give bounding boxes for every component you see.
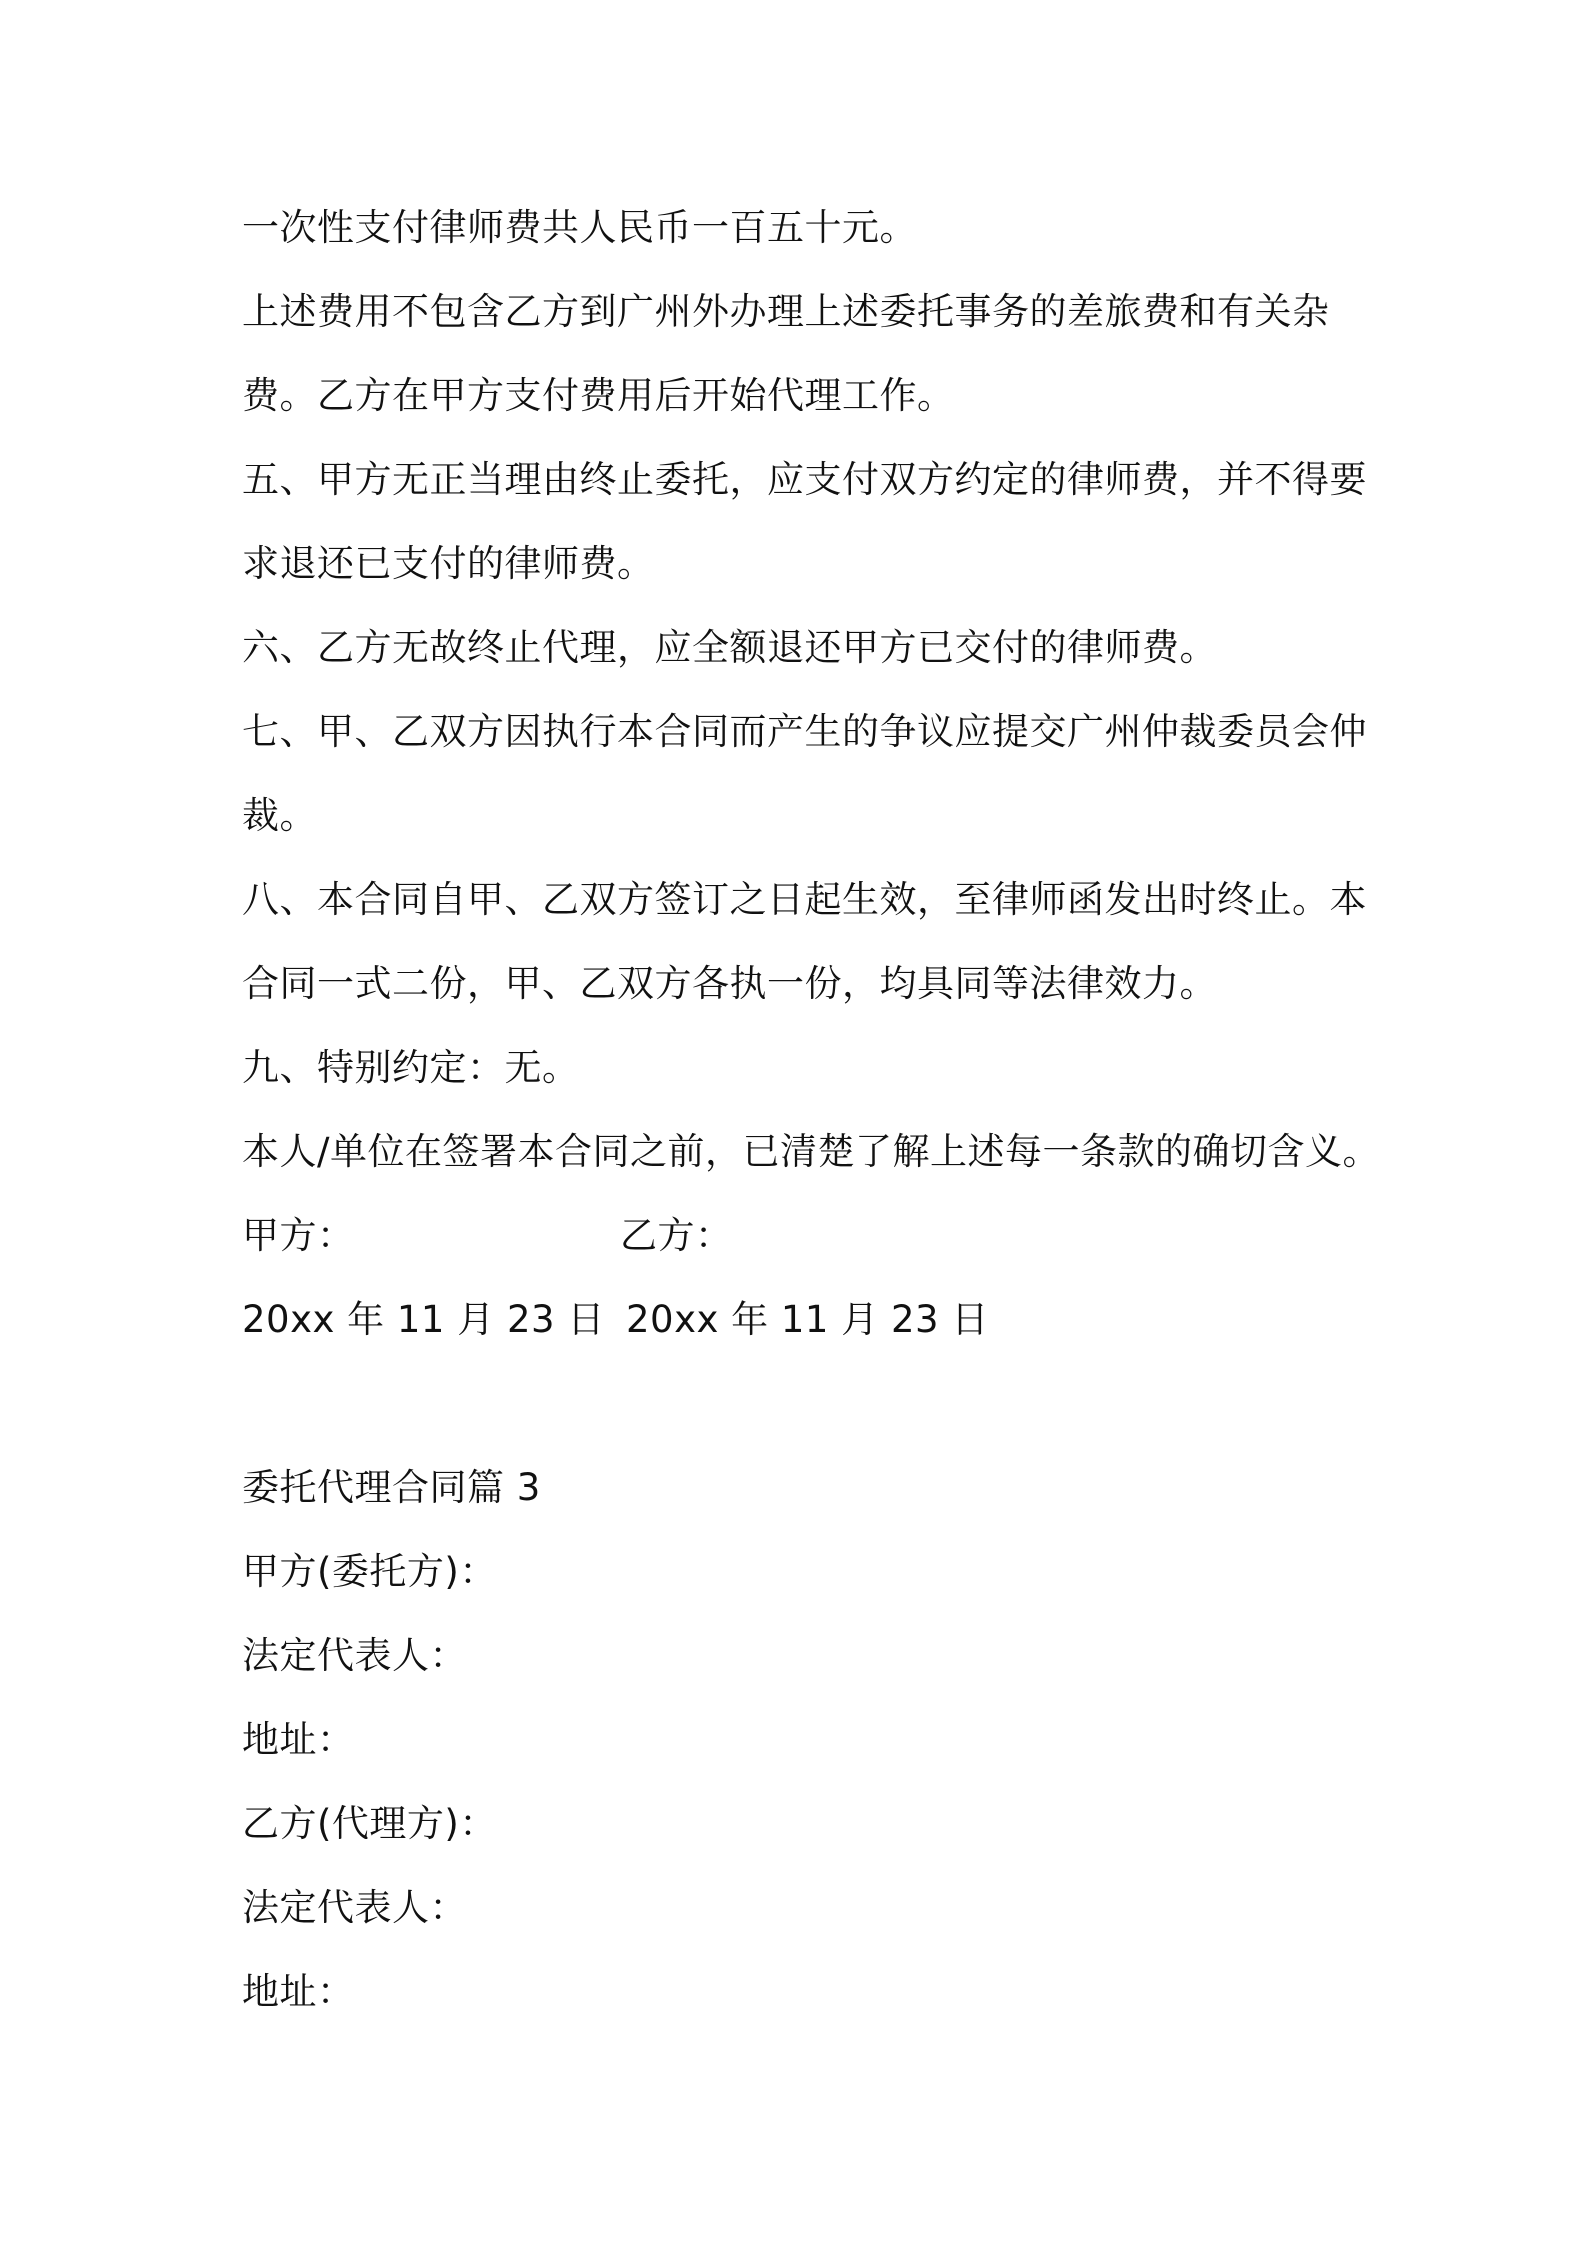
paragraph-line: 九、特别约定：无。 xyxy=(242,1046,580,1089)
party-b-signature-label: 乙方： xyxy=(620,1214,733,1257)
paragraph-line: 五、甲方无正当理由终止委托，应支付双方约定的律师费，并不得要 xyxy=(242,458,1367,501)
party-a-representative-label: 法定代表人： xyxy=(242,1634,467,1677)
signature-labels-row xyxy=(242,1212,1342,1260)
paragraph-line: 六、乙方无故终止代理，应全额退还甲方已交付的律师费。 xyxy=(242,626,1217,669)
signature-dates-row xyxy=(242,1296,1342,1344)
paragraph-line: 费。乙方在甲方支付费用后开始代理工作。 xyxy=(242,374,955,417)
party-a-signature-date: 20xx 年 11 月 23 日 xyxy=(242,1298,605,1341)
party-a-signature-label: 甲方： xyxy=(242,1214,355,1257)
paragraph-line: 七、甲、乙双方因执行本合同而产生的争议应提交广州仲裁委员会仲 xyxy=(242,710,1367,753)
paragraph-line: 八、本合同自甲、乙双方签订之日起生效，至律师函发出时终止。本 xyxy=(242,878,1367,921)
paragraph-line: 本人/单位在签署本合同之前，已清楚了解上述每一条款的确切含义。 xyxy=(242,1130,1380,1173)
paragraph-line: 求退还已支付的律师费。 xyxy=(242,542,655,585)
party-a-field-label: 甲方(委托方)： xyxy=(242,1550,497,1593)
paragraph-line: 合同一式二份，甲、乙双方各执一份，均具同等法律效力。 xyxy=(242,962,1217,1005)
paragraph-line: 一次性支付律师费共人民币一百五十元。 xyxy=(242,206,917,249)
party-b-representative-label: 法定代表人： xyxy=(242,1886,467,1929)
paragraph-line: 上述费用不包含乙方到广州外办理上述委托事务的差旅费和有关杂 xyxy=(242,290,1330,333)
section-title: 委托代理合同篇 3 xyxy=(242,1466,541,1509)
paragraph-line: 裁。 xyxy=(242,794,317,837)
party-b-field-label: 乙方(代理方)： xyxy=(242,1802,497,1845)
party-b-signature-date: 20xx 年 11 月 23 日 xyxy=(626,1298,989,1341)
party-b-address-label: 地址： xyxy=(242,1970,355,2013)
party-a-address-label: 地址： xyxy=(242,1718,355,1761)
